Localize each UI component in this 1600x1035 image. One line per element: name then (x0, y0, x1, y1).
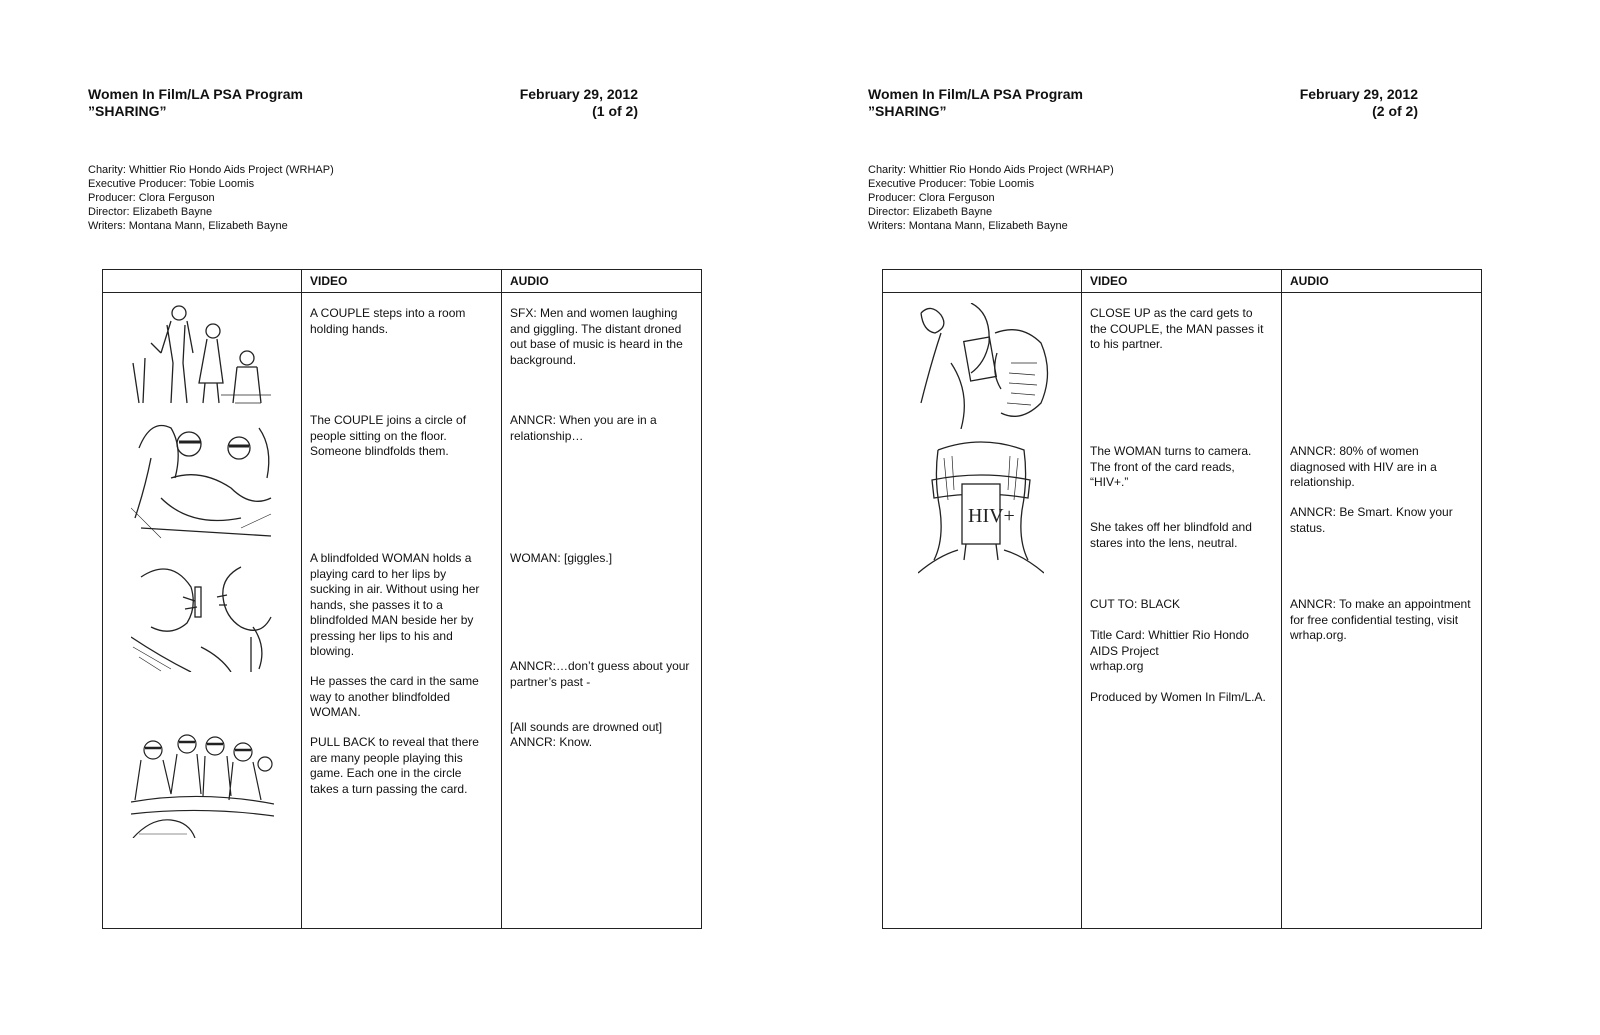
video-column-header: VIDEO (1090, 274, 1128, 288)
storyboard-sketch-circle-blindfold (131, 418, 274, 540)
storyboard-sketch-couple-enters (131, 303, 274, 406)
video-url: wrhap.org (1090, 659, 1144, 673)
credit-director: Director: Elizabeth Bayne (868, 206, 993, 218)
video-shot-3: A blindfolded WOMAN holds a playing card to her lips by sucking in air. Without using her hands, she passes it to a blindfolded MAN beside her by pressing her lips to his and blowing. (310, 551, 480, 658)
date: February 29, 2012 (1299, 86, 1418, 102)
credit-charity: Charity: Whittier Rio Hondo Aids Project (WRHAP) (868, 164, 1114, 176)
credit-director: Director: Elizabeth Bayne (88, 206, 213, 218)
audio-cue-1: SFX: Men and women laughing and giggling. The distant droned out base of music is heard in the background. (510, 306, 683, 367)
audio-column-header: AUDIO (1290, 274, 1329, 288)
audio-cue-2: ANNCR: When you are in a relationship… (510, 413, 657, 443)
storyboard-sketch-close-up-kiss (911, 303, 1054, 429)
column-divider (1081, 270, 1082, 928)
script-table (102, 269, 702, 929)
video-shot-3: She takes off her blindfold and stares into the lens, neutral. (1090, 520, 1252, 550)
card-text: HIV+ (968, 505, 1015, 527)
psa-title: ”SHARING” (88, 103, 167, 119)
column-divider (301, 270, 302, 928)
video-shot-2: The COUPLE joins a circle of people sitting on the floor. Someone blindfolds them. (310, 413, 467, 458)
audio-cue-6: ANNCR: Know. (510, 735, 593, 749)
video-title-card: Title Card: Whittier Rio Hondo AIDS Project (1090, 628, 1249, 658)
storyboard-page-2 (780, 0, 1580, 1035)
script-table (882, 269, 1482, 929)
credits (88, 163, 334, 233)
video-shot-2: The WOMAN turns to camera. The front of the card reads, “HIV+.” (1090, 444, 1252, 489)
audio-cue-2: ANNCR: Be Smart. Know your status. (1290, 505, 1453, 535)
header-right (470, 86, 638, 120)
audio-cue-5: [All sounds are drowned out] (510, 720, 663, 734)
credit-producer: Producer: Clora Ferguson (88, 192, 215, 204)
audio-cue-3: WOMAN: [giggles.] (510, 551, 613, 565)
video-shot-1: A COUPLE steps into a room holding hands. (310, 306, 466, 336)
header-divider (883, 292, 1481, 293)
column-divider (1281, 270, 1282, 928)
audio-column-header: AUDIO (510, 274, 549, 288)
credit-charity: Charity: Whittier Rio Hondo Aids Project (WRHAP) (88, 164, 334, 176)
credit-producer: Producer: Clora Ferguson (868, 192, 995, 204)
video-produced-by: Produced by Women In Film/L.A. (1090, 690, 1266, 704)
program-title: Women In Film/LA PSA Program (88, 86, 303, 102)
header-right (1250, 86, 1418, 120)
credit-writers: Writers: Montana Mann, Elizabeth Bayne (88, 220, 288, 232)
audio-cue-1: ANNCR: 80% of women diagnosed with HIV are in a relationship. (1290, 444, 1437, 489)
credit-executive-producer: Executive Producer: Tobie Loomis (88, 178, 255, 190)
page-number: (1 of 2) (592, 103, 638, 119)
audio-cue-3: ANNCR: To make an appointment for free confidential testing, visit wrhap.org. (1290, 597, 1471, 642)
date: February 29, 2012 (519, 86, 638, 102)
header-left (88, 86, 303, 120)
column-divider (501, 270, 502, 928)
program-title: Women In Film/LA PSA Program (868, 86, 1083, 102)
video-column-header: VIDEO (310, 274, 348, 288)
storyboard-sketch-card-pass (131, 557, 274, 672)
psa-title: ”SHARING” (868, 103, 947, 119)
credit-executive-producer: Executive Producer: Tobie Loomis (868, 178, 1035, 190)
video-shot-4: He passes the card in the same way to another blindfolded WOMAN. (310, 674, 479, 719)
credit-writers: Writers: Montana Mann, Elizabeth Bayne (868, 220, 1068, 232)
audio-cue-4: ANNCR:…don’t guess about your partner’s past - (510, 659, 690, 689)
credits (868, 163, 1114, 233)
video-shot-1: CLOSE UP as the card gets to the COUPLE, the MAN passes it to his partner. (1090, 306, 1264, 351)
header-left (868, 86, 1083, 120)
video-shot-5: PULL BACK to reveal that there are many people playing this game. Each one in the circle takes a turn passing the card. (310, 735, 479, 796)
header-divider (103, 292, 701, 293)
page-number: (2 of 2) (1372, 103, 1418, 119)
storyboard-sketch-hiv-card-reveal (918, 440, 1044, 575)
video-cut-to-black: CUT TO: BLACK (1090, 597, 1181, 611)
storyboard-sketch-pull-back (131, 730, 274, 838)
